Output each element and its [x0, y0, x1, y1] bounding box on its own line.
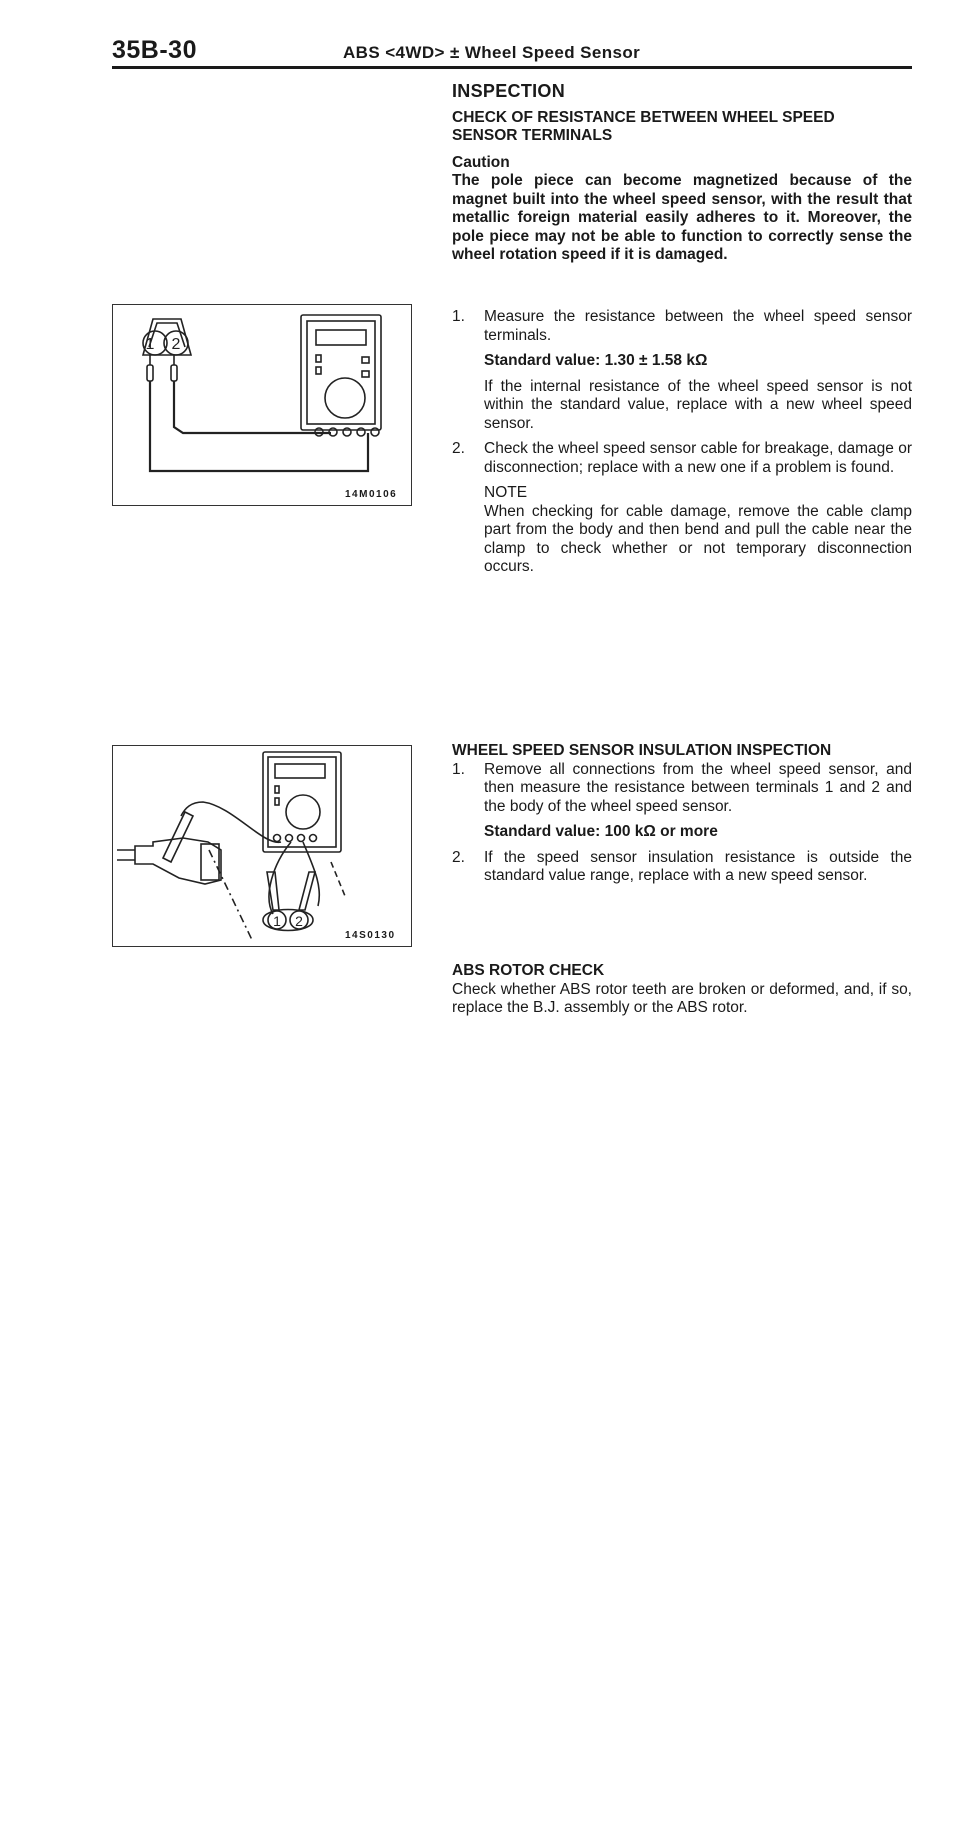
- insulation-section: [452, 742, 912, 893]
- insulation-step-1: 1. Remove all connections from the wheel speed sensor, and then measure the resistance between terminals 1 and 2 and the body of the wheel speed sensor. Standard value: 100 kΩ or more: [452, 760, 912, 840]
- standard-value: Standard value: 100 kΩ or more: [484, 823, 718, 840]
- rotor-text: Check whether ABS rotor teeth are broken or deformed, and, if so, replace the B.J. assembly or the ABS rotor.: [452, 980, 912, 1016]
- inspection-section: [452, 82, 912, 265]
- caution-label: Caution: [452, 153, 510, 171]
- step-text: Remove all connections from the wheel speed sensor, and then measure the resistance between terminals 1 and 2 and the body of the wheel speed sensor.: [484, 760, 912, 815]
- resistance-step-2: 2. Check the wheel speed sensor cable for breakage, damage or disconnection; replace with a new one if a problem is found. NOTE When checking for cable damage, remove the cable clamp part from the body and then bend and pull the cable near the clamp to check whether or not temporary disconnection occurs.: [452, 440, 912, 575]
- figure-terminal-resistance: [112, 304, 412, 506]
- rotor-section: [452, 962, 912, 1018]
- note-text: When checking for cable damage, remove the cable clamp part from the body and then bend and pull the cable near the clamp to check whether or not temporary disconnection occurs.: [484, 502, 912, 575]
- header-rule: [112, 66, 912, 69]
- page-number: 35B-30: [112, 36, 197, 64]
- insulation-heading: WHEEL SPEED SENSOR INSULATION INSPECTION: [452, 742, 832, 759]
- standard-value: Standard value: 1.30 ± 1.58 kΩ: [484, 352, 708, 369]
- step-text: Check the wheel speed sensor cable for breakage, damage or disconnection; replace with a new one if a problem is found.: [484, 440, 912, 476]
- figure-insulation: [112, 745, 412, 947]
- figure-code: 14M0106: [345, 489, 398, 500]
- insulation-test-diagram: [113, 746, 411, 946]
- rotor-heading: ABS ROTOR CHECK: [452, 962, 605, 979]
- multimeter-terminal-diagram: [113, 305, 411, 505]
- note-label: NOTE: [484, 484, 528, 501]
- section-title: ABS <4WD> ± Wheel Speed Sensor: [343, 43, 641, 62]
- figure-code: 14S0130: [345, 930, 396, 941]
- caution-text: The pole piece can become magnetized because of the magnet built into the wheel speed sensor, with the result that metallic foreign material easily adheres to it. Moreover, the pole piece may not be able to function to correctly sense the wheel rotation speed if it is damaged.: [452, 172, 912, 263]
- insulation-step-2: 2. If the speed sensor insulation resistance is outside the standard value range, replace with a new speed sensor.: [452, 848, 912, 884]
- terminal-2-label: 2: [171, 336, 181, 353]
- resistance-subheading: CHECK OF RESISTANCE BETWEEN WHEEL SPEED SENSOR TERMINALS: [452, 108, 835, 144]
- terminal-1-label: 1: [273, 913, 281, 929]
- step-text: Measure the resistance between the wheel speed sensor terminals.: [484, 308, 912, 344]
- resistance-step-1: 1. Measure the resistance between the wheel speed sensor terminals. Standard value: 1.30 ± 1.58 kΩ If the internal resistance of the wheel speed sensor is not within the standard value, replace with a new wheel speed sensor.: [452, 308, 912, 432]
- resistance-steps: [452, 302, 912, 577]
- step-detail: If the internal resistance of the wheel speed sensor is not within the standard value, replace with a new wheel speed sensor.: [484, 377, 912, 432]
- step-text: If the speed sensor insulation resistance is outside the standard value range, replace with a new speed sensor.: [484, 848, 912, 884]
- terminal-1-label: 1: [145, 336, 155, 353]
- terminal-2-label: 2: [295, 913, 303, 929]
- inspection-heading: INSPECTION: [452, 81, 566, 101]
- page-header: [112, 36, 912, 70]
